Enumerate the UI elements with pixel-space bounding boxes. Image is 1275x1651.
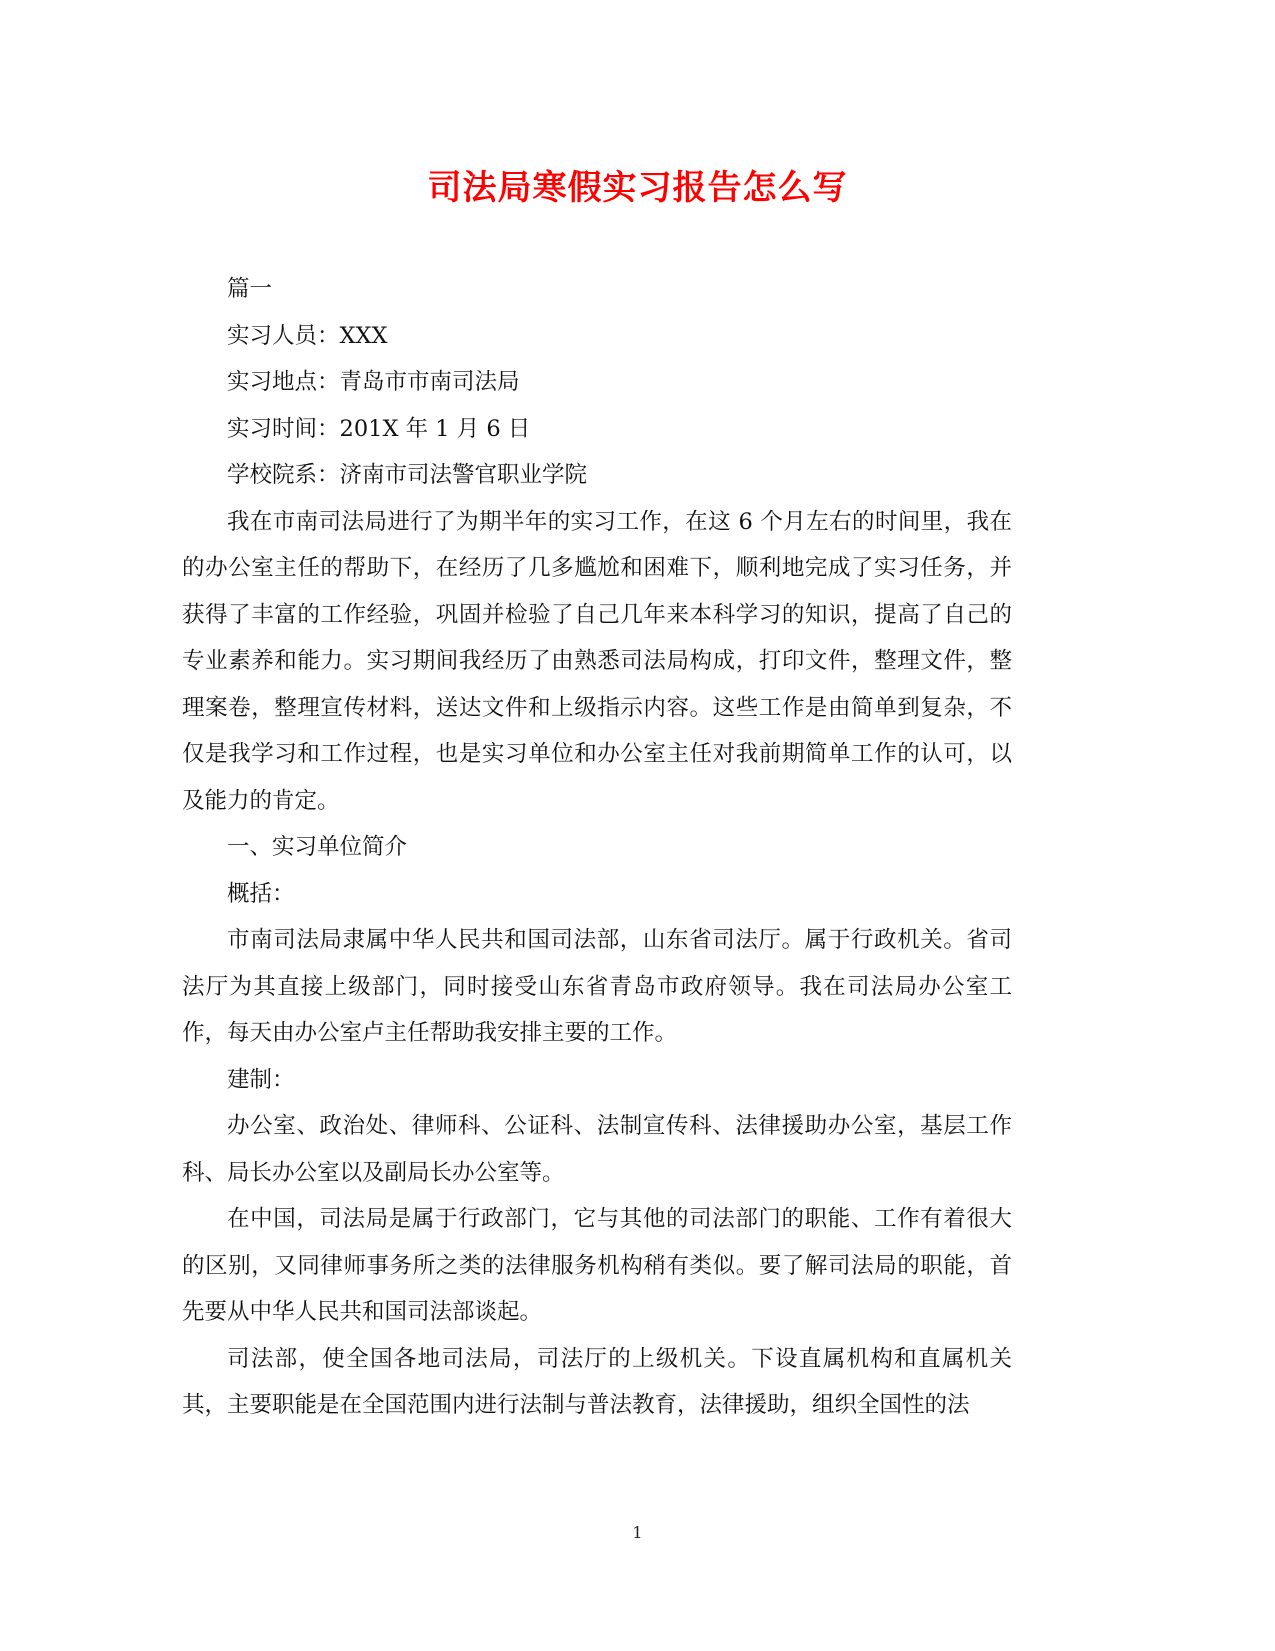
subheading-structure: 建制： (227, 1066, 295, 1093)
page-number: 1 (632, 1523, 643, 1542)
document-title: 司法局寒假实习报告怎么写 (427, 168, 848, 208)
ministry-paragraph: 司法部，使全国各地司法局，司法厅的上级机关。下设直属机构和直属机关其，主要职能是在全国范围内进行法制与普法教育，法律援助，组织全国性的法 (182, 1345, 1012, 1418)
overview-paragraph: 市南司法局隶属中华人民共和国司法部，山东省司法厅。属于行政机关。省司法厅为其直接上级部门，同时接受山东省青岛市政府领导。我在司法局办公室工作，每天由办公室卢主任帮助我安排主要的工作。 (182, 927, 1012, 1046)
subheading-overview: 概括： (227, 880, 295, 907)
section-heading-unit-intro: 一、实习单位简介 (227, 834, 408, 860)
context-paragraph: 在中国，司法局是属于行政部门，它与其他的司法部门的职能、工作有着很大的区别，又同律师事务所之类的法律服务机构稍有类似。要了解司法局的职能，首先要从中华人民共和国司法部谈起。 (182, 1206, 1012, 1325)
document-body (182, 266, 1012, 1429)
intern-date-line: 实习时间：201X 年 1 月 6 日 (227, 415, 531, 442)
intern-location-line: 实习地点：青岛市市南司法局 (227, 369, 520, 395)
school-line: 学校院系：济南市司法警官职业学院 (227, 462, 588, 488)
intern-name-line: 实习人员：XXX (227, 322, 388, 349)
structure-paragraph: 办公室、政治处、律师科、公证科、法制宣传科、法律援助办公室，基层工作科、局长办公室以及副局长办公室等。 (182, 1113, 1012, 1186)
intro-paragraph: 我在市南司法局进行了为期半年的实习工作，在这 6 个月左右的时间里，我在的办公室主任的帮助下，在经历了几多尴尬和困难下，顺利地完成了实习任务，并获得了丰富的工作经验，巩固并检验了自己几年来本科学习的知识，提高了自己的专业素养和能力。实习期间我经历了由熟悉司法局构成，打印文件，整理文件，整理案卷，整理宣传材料，送达文件和上级指示内容。这些工作是由简单到复杂，不仅是我学习和工作过程，也是实习单位和办公室主任对我前期简单工作的认可，以及能力的肯定。 (182, 508, 1012, 814)
section-label: 篇一 (227, 276, 273, 302)
